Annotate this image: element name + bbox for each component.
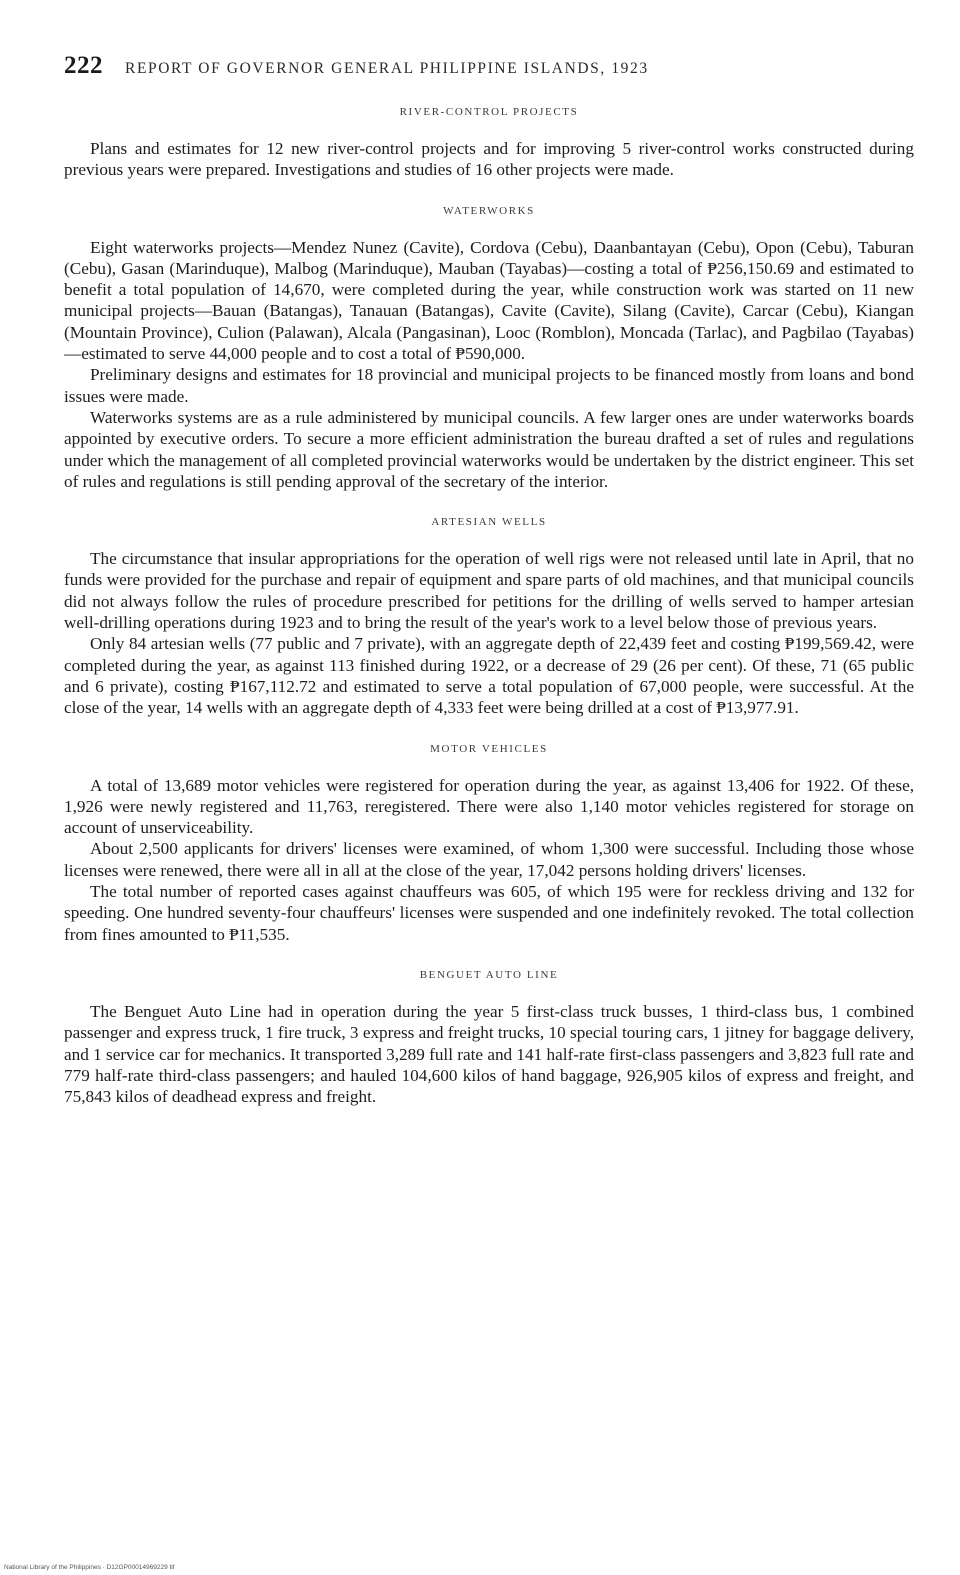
section-heading: ARTESIAN WELLS [431,516,547,529]
paragraph: Only 84 artesian wells (77 public and 7 private), with an aggregate depth of 22,439 feet and costing ₱199,569.42, were completed during the year, as against 113 finished during 1922, or a decrease of 29 (26 per cent). Of these, 71 (65 public and 6 private), costing ₱167,112.72 and estimated to serve a total population of 67,000 people, were successful. At the close of the year, 14 wells with an aggregate depth of 4,333 feet were being drilled at a cost of ₱13,977.91. [64,634,914,718]
section-heading: RIVER-CONTROL PROJECTS [399,106,579,118]
section-heading: BENGUET AUTO LINE [419,968,559,981]
section-river-control [64,106,914,181]
page [64,52,914,1107]
section-heading: WATERWORKS [443,204,535,217]
paragraph: A total of 13,689 motor vehicles were registered for operation during the year, as against 13,406 for 1922. Of these, 1,926 were newly registered and 11,763, reregistered. There were also 1,140 motor vehicles registered for storage on account of unserviceability. [64,775,914,838]
running-head [64,52,914,80]
paragraph: The Benguet Auto Line had in operation during the year 5 first-class truck busses, 1 third-class bus, 1 combined passenger and express truck, 1 fire truck, 3 express and freight trucks, 10 special touring cars, 1 jitney for baggage delivery, and 1 service car for mechanics. It transported 3,289 full rate and 141 half-rate first-class passengers and 3,823 full rate and 779 half-rate third-class passengers; and hauled 104,600 kilos of hand baggage, 926,905 kilos of express and freight, and 75,843 kilos of deadhead express and freight. [64,1001,914,1107]
paragraph: The total number of reported cases against chauffeurs was 605, of which 195 were for reckless driving and 132 for speeding. One hundred seventy-four chauffeurs' licenses were suspended and one indefinitely revoked. The total collection from fines amounted to ₱11,535. [64,882,914,944]
section-heading: MOTOR VEHICLES [430,742,548,755]
paragraph: Preliminary designs and estimates for 18 provincial and municipal projects to be financed mostly from loans and bond issues were made. [64,365,914,406]
paragraph: Eight waterworks projects—Mendez Nunez (Cavite), Cordova (Cebu), Daanbantayan (Cebu), Opon (Cebu), Taburan (Cebu), Gasan (Marinduque), Malbog (Marinduque), Mauban (Tayabas)—costing a total of ₱256,150.69 and estimated to benefit a total population of 14,670, were completed during the year, while construction work was started on 11 new municipal projects—Bauan (Batangas), Tanauan (Batangas), Cavite (Cavite), Silang (Cavite), Carcar (Cebu), Kiangan (Mountain Province), Culion (Palawan), Alcala (Pangasinan), Looc (Romblon), Moncada (Tarlac), and Pagbilao (Tayabas)—estimated to serve 44,000 people and to cost a total of ₱590,000. [64,237,914,364]
paragraph: Plans and estimates for 12 new river-control projects and for improving 5 river-control works constructed during previous years were prepared. Investigations and studies of 16 other projects were made. [64,139,914,180]
paragraph: Waterworks systems are as a rule administered by municipal councils. A few larger ones are under waterworks boards appointed by executive orders. To secure a more efficient administration the bureau drafted a set of rules and regulations under which the management of all completed provincial waterworks would be undertaken by the district engineer. This set of rules and regulations is still pending approval of the secretary of the interior. [64,407,914,491]
section-artesian-wells [64,516,914,718]
section-waterworks [64,205,914,493]
section-benguet-auto-line [64,969,914,1107]
section-motor-vehicles [64,743,914,945]
page-number: 222 [64,52,103,79]
scan-footer-note: National Library of the Philippines · D12GP00014969229 tif [4,1564,175,1571]
paragraph: The circumstance that insular appropriations for the operation of well rigs were not released until late in April, that no funds were provided for the purchase and repair of equipment and spare parts of old machines, and that municipal councils did not always follow the rules of procedure prescribed for petitions for the drilling of wells served to hamper artesian well-drilling operations during 1923 and to bring the result of the year's work to a level below those of previous years. [64,549,914,633]
running-head-title: REPORT OF GOVERNOR GENERAL PHILIPPINE ISLANDS, 1923 [125,60,649,77]
paragraph: About 2,500 applicants for drivers' licenses were examined, of whom 1,300 were successful. Including those whose licenses were renewed, there were all in all at the close of the year, 17,042 persons holding drivers' licenses. [64,839,914,880]
